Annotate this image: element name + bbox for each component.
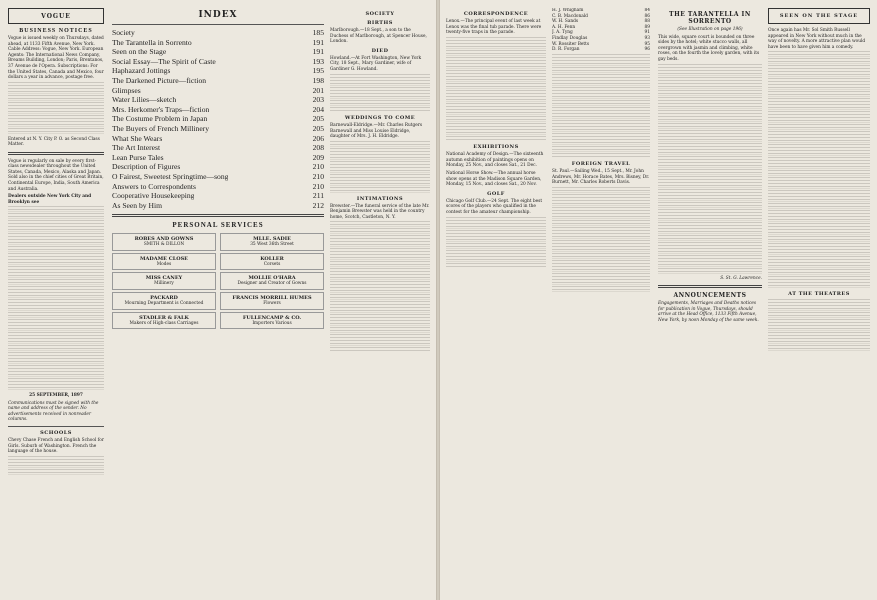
index-entry-page: 212: [312, 200, 324, 210]
service-ad: [220, 253, 324, 271]
service-ad-heading: MOLLIE O'HARA: [248, 275, 296, 282]
weddings-title: WEDDINGS TO COME: [344, 115, 416, 122]
service-ad-sub: Importers Various: [252, 320, 292, 326]
service-ad-sub: Millinery: [154, 281, 174, 287]
theatres-title: AT THE THEATRES: [788, 290, 850, 297]
service-ad: [112, 272, 216, 290]
service-ad-sub: Modes: [156, 261, 172, 267]
service-ad: [220, 312, 324, 330]
index-entry-title: Seen on the Stage: [112, 47, 167, 57]
service-ad-heading: MADAME CLOSE: [140, 255, 188, 262]
left-page-col1: [8, 8, 104, 476]
index-entry-title: Lean Purse Tales: [112, 152, 164, 162]
intimations-title: INTIMATIONS: [356, 195, 404, 202]
vogue-masthead: VOGUE: [8, 8, 104, 24]
service-ad-sub: Mourning Department is Connected: [124, 301, 204, 307]
service-ad: [220, 292, 324, 310]
index-entry-title: Answers to Correspondents: [112, 181, 196, 191]
foreign-travel-title: FOREIGN TRAVEL: [571, 161, 631, 168]
communications-note: Communications must be signed with the name and address of the sender. No advertisements received in nonreader columns.: [8, 400, 99, 423]
index-entry: [112, 153, 324, 163]
score-value: 95: [644, 41, 650, 47]
right-page-col1: [446, 8, 546, 269]
service-ad-heading: MLLE. SADIE: [253, 236, 291, 243]
personal-services-col-b: [220, 231, 324, 331]
service-ad-sub: Flowers: [263, 301, 281, 307]
index-entry: [112, 28, 324, 38]
index-entry: [112, 57, 324, 67]
service-ad-sub: Designer and Creator of Gowns: [237, 281, 307, 287]
index-entry-title: The Buyers of French Millinery: [112, 123, 210, 133]
index-entry: [112, 76, 324, 86]
score-value: 86: [644, 13, 650, 19]
index-entry: [112, 191, 324, 201]
left-page-index: [112, 8, 324, 331]
right-page-tarantella: [658, 8, 762, 324]
service-ad-sub: Corsets: [263, 261, 281, 267]
index-entry-page: 193: [312, 56, 324, 66]
index-entry: [112, 172, 324, 182]
business-notices-title: BUSINESS NOTICES: [19, 28, 93, 34]
index-entry-page: 205: [312, 123, 324, 133]
service-ad: [220, 233, 324, 251]
service-ad-heading: KOLLER: [260, 255, 284, 262]
left-page-society: [330, 8, 430, 353]
index-entry: [112, 114, 324, 124]
foreign-travel-text: St. Paul.—Sailing Wed., 15 Sept., Mr. John Andrews, Mr. Horace Bates, Mrs. Bisney, Dr. Burnett, Mr. Charles Roberts Davis.: [552, 169, 650, 186]
index-entry-title: The Costume Problem in Japan: [112, 114, 208, 124]
index-entry-page: 206: [312, 133, 324, 143]
index-list: [112, 28, 324, 210]
announcements-text: Engagements, Marriages and Deaths notices for publication in Vogue, Thursdays, should arrive at the Head Office, 1133 Fifth Avenue, New York, by noon Monday of the same week.: [658, 301, 759, 323]
index-entry-title: Mrs. Herkomer's Traps—fiction: [112, 104, 210, 114]
service-ad-sub: SMITH & DILLON: [143, 242, 185, 248]
index-entry: [112, 47, 324, 57]
index-entry-title: The Art Interest: [112, 143, 161, 153]
index-entry: [112, 105, 324, 115]
index-entry-page: 203: [312, 95, 324, 105]
score-player: W. Rossiter Betts: [552, 41, 590, 47]
seen-on-stage-text: Once again has Mr. Sol Smith Russell appeared in New York without much in the way of novelty. A more attractive plan would have been to have given him a comedy.: [768, 28, 866, 50]
index-entry-title: The Tarantella in Sorrento: [112, 37, 192, 47]
correspondence-text: Lenox.—The principal event of last week at Lenox was the final tub parade. There were twenty-five traps in the parade.: [446, 19, 542, 36]
golf-title: GOLF: [487, 190, 505, 197]
service-ad: [112, 233, 216, 251]
index-entry-title: Society: [112, 28, 135, 37]
service-ad: [112, 253, 216, 271]
society-header: SOCIETY: [365, 11, 395, 17]
births-title: BIRTHS: [367, 20, 393, 26]
right-page-stage: [768, 8, 870, 352]
births-text: Marlborough.—18 Sept., a son to the Duchess of Marlborough, at Spencer House, London.: [330, 28, 427, 45]
index-entry: [112, 86, 324, 96]
index-entry: [112, 134, 324, 144]
score-value: 88: [644, 19, 650, 25]
index-entry-page: 195: [312, 66, 324, 76]
index-entry: [112, 162, 324, 172]
golf-score-table: [552, 8, 650, 53]
golf-text: Chicago Golf Club.—24 Sept. The eight best scores of the players who qualified in the contest for the amateur championship.: [446, 198, 543, 216]
date-line: 25 SEPTEMBER, 1897: [29, 393, 83, 399]
tarantella-caption: (See Illustration on page 196): [677, 27, 743, 32]
dealers-title: Dealers outside New York City and Brooklyn see: [8, 194, 92, 205]
service-ad-sub: Makers of High-class Carriages: [129, 320, 199, 326]
index-entry: [112, 66, 324, 76]
score-value: 89: [644, 24, 650, 30]
schools-title: SCHOOLS: [40, 430, 72, 437]
index-entry-page: 185: [312, 28, 324, 37]
index-entry: [112, 124, 324, 134]
index-entry: [112, 182, 324, 192]
index-entry-page: 191: [312, 37, 324, 47]
index-entry: [112, 201, 324, 211]
page-gutter: [436, 0, 440, 600]
score-value: 96: [644, 47, 650, 53]
announcements-title: ANNOUNCEMENTS: [673, 292, 747, 300]
score-player: C. B. Macdonald: [552, 13, 588, 19]
index-entry-title: Haphazard Jottings: [112, 66, 171, 76]
service-ad-heading: STADLER & FALK: [139, 314, 189, 321]
tarantella-text: This wide, square court is bounded on three sides by the hotel; white stucco walls, all overgrown with jasmin and climbing, white roses, on the fourth the lovely garden, with its gay beds.: [658, 34, 760, 62]
index-entry: [112, 38, 324, 48]
exhibitions-text: National Academy of Design.—The sixteenth autumn exhibition of paintings opens on Monday, 25 Nov., and closes Sat., 21 Dec.: [446, 152, 544, 169]
service-ad: [112, 312, 216, 330]
index-entry-title: Water Lilies—sketch: [112, 95, 177, 105]
exhibitions-title: EXHIBITIONS: [473, 144, 519, 151]
index-entry-title: Cooperative Housekeeping: [112, 191, 195, 201]
service-ad-heading: MISS CANEY: [145, 275, 183, 282]
horse-show-text: National Horse Show.—The annual horse show opens at the Madison Square Garden, Monday, 15 Nov., and closes Sat., 20 Nov.: [446, 171, 542, 188]
business-notices-text: Vogue is issued weekly on Thursdays, dated ahead, at 1133 Fifth Avenue, New York. Cable Address: Vogue, New York. European Agents: The International News Company, Breams Building, London; Paris, Brentanos, 37 Avenue de l'Opera. Subscriptions: For the United States, Canada and Mexico, four dollars a year in advance, postage free.: [8, 36, 104, 81]
score-player: H. J. Whigham: [552, 8, 584, 13]
index-entry-title: Description of Figures: [112, 162, 181, 172]
tarantella-title: THE TARANTELLA IN SORRENTO: [669, 11, 751, 25]
index-entry-page: 210: [312, 162, 324, 172]
score-player: J. A. Tyng: [552, 30, 573, 36]
service-ad-heading: PACKARD: [150, 295, 178, 302]
index-entry-page: 210: [312, 171, 324, 181]
index-entry-page: 204: [312, 104, 324, 114]
personal-services-col-a: [112, 231, 216, 331]
score-player: Findlay Douglas: [552, 35, 588, 41]
correspondence-title: CORRESPONDENCE: [463, 11, 529, 17]
tarantella-signature: S. St. G. Lawrence.: [720, 275, 762, 281]
died-text: Howland.—At Fort Washington, New York City, 18 Sept., Mary Gardiner, wife of Gardiner G. Howland.: [330, 55, 422, 72]
service-ad-heading: FULLENCAMP & CO.: [242, 314, 302, 321]
score-value: 93: [644, 35, 650, 41]
index-entry-title: Social Essay—The Spirit of Caste: [112, 56, 216, 66]
index-entry-title: O Fairest, Sweetest Springtime—song: [112, 171, 229, 181]
died-title: DIED: [371, 47, 389, 54]
score-row: [552, 47, 650, 53]
intimations-text: Brewster.—The funeral service of the late Mr. Benjamin Brewster was held in the country home, Scotch, Castleton, N. Y.: [330, 203, 430, 220]
seen-on-stage-title: SEEN ON THE STAGE: [768, 8, 870, 24]
score-player: W. H. Sands: [552, 19, 579, 25]
index-entry: [112, 95, 324, 105]
service-ad-heading: ROBES AND GOWNS: [134, 236, 194, 243]
entered-note: Entered at N. Y. City P. O. as Second Class Matter.: [8, 136, 100, 148]
weddings-text: Barnewall-Eldridge.—Mr. Charles Rutgers Barnewall and Miss Louise Eldridge, daughter of Mrs. J. H. Eldridge.: [330, 123, 423, 140]
score-player: D. R. Forgan: [552, 47, 580, 53]
service-ad: [112, 292, 216, 310]
right-page-scores: [552, 8, 650, 293]
index-title: INDEX: [198, 10, 238, 20]
vogue-sale-notice: Vogue is regularly on sale by every first-class newsdealer throughout the United States, Canada, Mexico, Alaska and Japan. Sold also in the chief cities of Great Britain, Continental Europe, India, South America and Australia.: [8, 158, 104, 192]
school-ad: Chevy Chase French and English School for Girls. Suburb of Washington. French the language of the house.: [8, 438, 104, 455]
index-entry-page: 198: [312, 75, 324, 85]
index-entry: [112, 143, 324, 153]
index-entry-title: What She Wears: [112, 133, 163, 143]
index-entry-page: 208: [312, 143, 324, 153]
index-entry-page: 201: [312, 85, 324, 95]
index-entry-page: 210: [312, 181, 324, 191]
score-player: A. H. Fenn: [552, 24, 576, 30]
score-value: 84: [644, 8, 650, 13]
index-entry-title: As Seen by Him: [112, 200, 162, 210]
index-entry-title: The Darkened Picture—fiction: [112, 75, 207, 85]
index-entry-title: Glimpses: [112, 85, 141, 95]
service-ad-sub: 35 West 36th Street: [250, 242, 294, 248]
index-entry-page: 211: [312, 191, 324, 201]
index-entry-page: 205: [312, 114, 324, 124]
score-value: 91: [644, 30, 650, 36]
service-ad-heading: FRANCIS MORRILL HUMES: [232, 295, 312, 302]
personal-services-title: PERSONAL SERVICES: [172, 221, 264, 230]
service-ad: [220, 272, 324, 290]
index-entry-page: 209: [312, 152, 324, 162]
index-entry-page: 191: [312, 47, 324, 57]
